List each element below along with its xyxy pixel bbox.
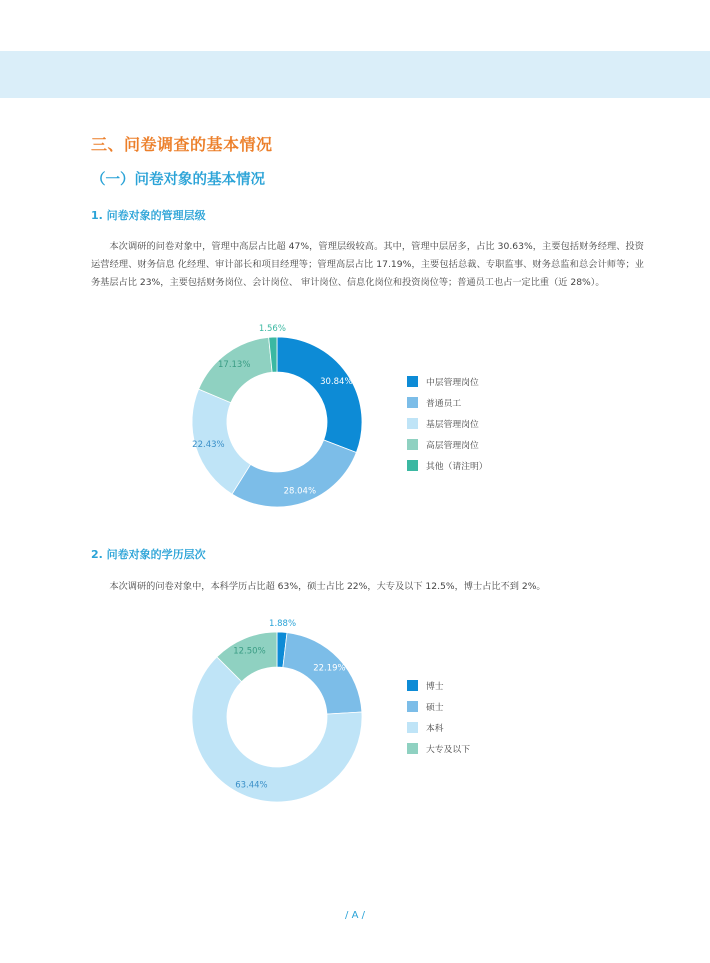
- legend-item: [407, 675, 470, 696]
- slice-data-label: 22.19%: [313, 663, 346, 674]
- legend-swatch: [407, 743, 418, 754]
- legend-label: 高层管理岗位: [426, 441, 479, 451]
- legend-swatch: [407, 418, 418, 429]
- legend-swatch: [407, 439, 418, 450]
- education-level-paragraph: 本次调研的问卷对象中，本科学历占比超 63%，硕士占比 22%，大专及以下 12.5%，博士占比不到 2%。: [109, 581, 546, 592]
- education-level-chart: [185, 615, 515, 820]
- legend-label: 其他（请注明）: [426, 462, 488, 472]
- header-band: [0, 51, 710, 98]
- education-level-legend: [407, 675, 470, 759]
- slice-data-label: 22.43%: [192, 439, 225, 450]
- management-level-legend: [407, 371, 488, 476]
- education-level-heading: 2. 问卷对象的学历层次: [91, 548, 206, 561]
- legend-swatch: [407, 376, 418, 387]
- legend-item: [407, 455, 488, 476]
- legend-item: [407, 696, 470, 717]
- management-level-paragraph: 本次调研的问卷对象中，管理中高层占比超 47%，管理层级较高。其中，管理中层居多，占比 30.63%，主要包括财务经理、投资运营经理、财务信息 化经理、审计部长和项目经理等；管理高层占比 17.19%，主要包括总裁、专职监事、财务总监和总会计师等；业务基层占比 23%，主要包括财务岗位、会计岗位、 审计岗位、信息化岗位和投资岗位等；普通员工也占一定比重（近 28%）。: [91, 241, 644, 288]
- section-title: 三、问卷调查的基本情况: [91, 135, 273, 154]
- legend-item: [407, 413, 488, 434]
- slice-data-label: 17.13%: [218, 360, 251, 371]
- legend-swatch: [407, 722, 418, 733]
- slice-data-label: 1.88%: [269, 619, 297, 630]
- legend-label: 本科: [426, 724, 444, 734]
- legend-label: 大专及以下: [426, 745, 470, 755]
- management-level-chart: [185, 320, 515, 525]
- legend-label: 基层管理岗位: [426, 420, 479, 430]
- legend-item: [407, 392, 488, 413]
- slice-data-label: 30.84%: [320, 377, 353, 388]
- donut-slice: [277, 337, 362, 452]
- legend-swatch: [407, 680, 418, 691]
- subsection-title: （一）问卷对象的基本情况: [91, 172, 265, 188]
- legend-label: 普通员工: [426, 399, 462, 409]
- slice-data-label: 63.44%: [235, 780, 268, 791]
- legend-label: 博士: [426, 682, 444, 692]
- legend-item: [407, 371, 488, 392]
- legend-item: [407, 738, 470, 759]
- legend-label: 中层管理岗位: [426, 378, 479, 388]
- legend-item: [407, 434, 488, 455]
- legend-label: 硕士: [426, 703, 444, 713]
- legend-swatch: [407, 460, 418, 471]
- slice-data-label: 1.56%: [258, 324, 286, 335]
- legend-item: [407, 717, 470, 738]
- page-number: / A /: [345, 910, 365, 921]
- slice-data-label: 28.04%: [283, 486, 317, 497]
- donut-slice: [232, 440, 356, 507]
- slice-data-label: 12.50%: [233, 646, 266, 657]
- legend-swatch: [407, 397, 418, 408]
- management-level-heading: 1. 问卷对象的管理层级: [91, 209, 206, 222]
- legend-swatch: [407, 701, 418, 712]
